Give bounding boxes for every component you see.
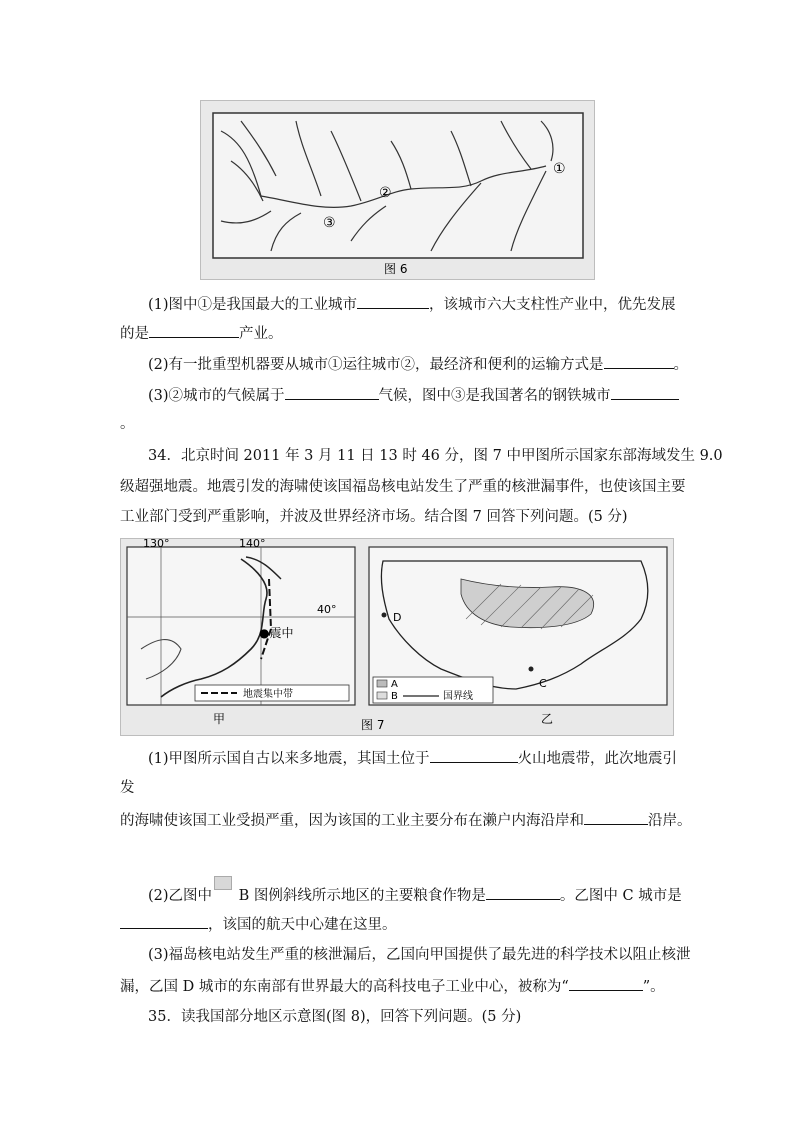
- q33-p1-text-d: 产业。: [239, 326, 283, 342]
- q33-blank-1[interactable]: [357, 294, 429, 309]
- q34-line-2: [120, 778, 135, 798]
- q33-line-4: [148, 385, 679, 406]
- figure-6-map: [200, 100, 595, 280]
- q34-p2-text-d: ，该国的航天中心建在这里。: [208, 917, 397, 933]
- q33-blank-2[interactable]: [149, 323, 239, 338]
- marker-2: ②: [379, 185, 392, 201]
- map-yi-label: 乙: [541, 712, 554, 726]
- q33-p2-text-b: 。: [673, 357, 689, 373]
- q34-p1-text-e: 沿岸。: [648, 813, 692, 829]
- q34-p2-text-b: B 图例斜线所示地区的主要粮食作物是: [234, 888, 486, 904]
- q34-p1-text-d: 的海啸使该国工业受损严重，因为该国的工业主要分布在濑户内海沿岸和: [120, 813, 584, 829]
- legend-b-label: B: [391, 691, 398, 702]
- q34-p1-text-b: 火山地震带，此次地震引: [517, 751, 678, 767]
- legend-a-label: A: [391, 679, 398, 690]
- jia-legend-text: 地震集中带: [243, 689, 293, 700]
- q33-p1-text-b: ，该城市六大支柱性产业中，优先发展: [429, 297, 676, 313]
- q34-p2-text-c: 。乙图中 C 城市是: [559, 888, 682, 904]
- map-jia-label: 甲: [213, 712, 226, 726]
- q34-blank-5[interactable]: [569, 976, 643, 991]
- q33-p3-text-b: 气候，图中③是我国著名的钢铁城市: [378, 388, 611, 404]
- marker-3: ③: [323, 215, 336, 231]
- q33-line-3: [148, 354, 688, 375]
- q33-p1-text-c: 的是: [120, 326, 149, 342]
- q34-p1-text-c: 发: [120, 780, 135, 796]
- map-yi: [369, 547, 667, 726]
- point-d-label: D: [393, 611, 402, 624]
- q34-line-7: [120, 976, 665, 997]
- q34-intro-3: 工业部门受到严重影响，并波及世界经济市场。结合图 7 回答下列问题。(5 分): [120, 509, 628, 525]
- q34-intro-1: 34．北京时间 2011 年 3 月 11 日 13 时 46 分，图 7 中甲图所示国家东部海域发生 9.0: [148, 448, 723, 464]
- jia-lon-140: 140°: [239, 539, 266, 550]
- q34-intro-2: 级超强地震。地震引发的海啸使该国福岛核电站发生了严重的核泄漏事件，也使该国主要: [120, 479, 686, 495]
- marker-1: ①: [553, 161, 566, 177]
- q33-p1-text-a: (1)图中①是我国最大的工业城市: [148, 297, 358, 313]
- q34-p3-text-a: (3)福岛核电站发生严重的核泄漏后，乙国向甲国提供了最先进的科学技术以阻止核泄: [148, 947, 691, 963]
- q33-p3-text-c: 。: [120, 416, 135, 432]
- q34-blank-3[interactable]: [486, 885, 560, 900]
- q33-line-1: [148, 294, 676, 315]
- figure-7: [120, 538, 674, 736]
- legend-border-label: 国界线: [443, 691, 473, 702]
- q35-intro: 35．读我国部分地区示意图(图 8)，回答下列问题。(5 分): [148, 1009, 522, 1025]
- point-c-label: C: [539, 677, 547, 690]
- figure-6-caption: 图 6: [384, 262, 408, 276]
- q34-blank-1[interactable]: [430, 748, 518, 763]
- epicenter-label: ●震中: [259, 626, 294, 640]
- q33-blank-3[interactable]: [604, 354, 674, 369]
- q34-line-6: [148, 945, 691, 965]
- q33-line-2: [120, 323, 283, 344]
- hatched-legend-icon: [214, 876, 232, 890]
- q33-p2-text-a: (2)有一批重型机器要从城市①运往城市②，最经济和便利的运输方式是: [148, 357, 604, 373]
- jia-lat-40: 40°: [317, 603, 337, 616]
- jia-lon-130: 130°: [143, 539, 170, 550]
- q34-blank-2[interactable]: [584, 810, 648, 825]
- q33-line-5: [120, 414, 135, 434]
- q34-line-1: [148, 748, 677, 769]
- q34-p2-text-a: (2)乙图中: [148, 888, 213, 904]
- q33-blank-4[interactable]: [285, 385, 379, 400]
- q34-line-3: [120, 810, 692, 831]
- q34-p3-text-b: 漏，乙国 D 城市的东南部有世界最大的高科技电子工业中心，被称为“: [120, 979, 569, 995]
- map-jia: [127, 539, 355, 726]
- figure-7-caption: 图 7: [361, 718, 385, 732]
- q33-p3-text-a: (3)②城市的气候属于: [148, 388, 285, 404]
- q34-line-4: [148, 885, 682, 906]
- q34-blank-4[interactable]: [120, 914, 208, 929]
- q33-blank-5[interactable]: [611, 385, 679, 400]
- q34-line-5: [120, 914, 397, 935]
- q34-p1-text-a: (1)甲图所示国自古以来多地震，其国土位于: [148, 751, 430, 767]
- q34-p3-text-c: ”。: [642, 979, 665, 995]
